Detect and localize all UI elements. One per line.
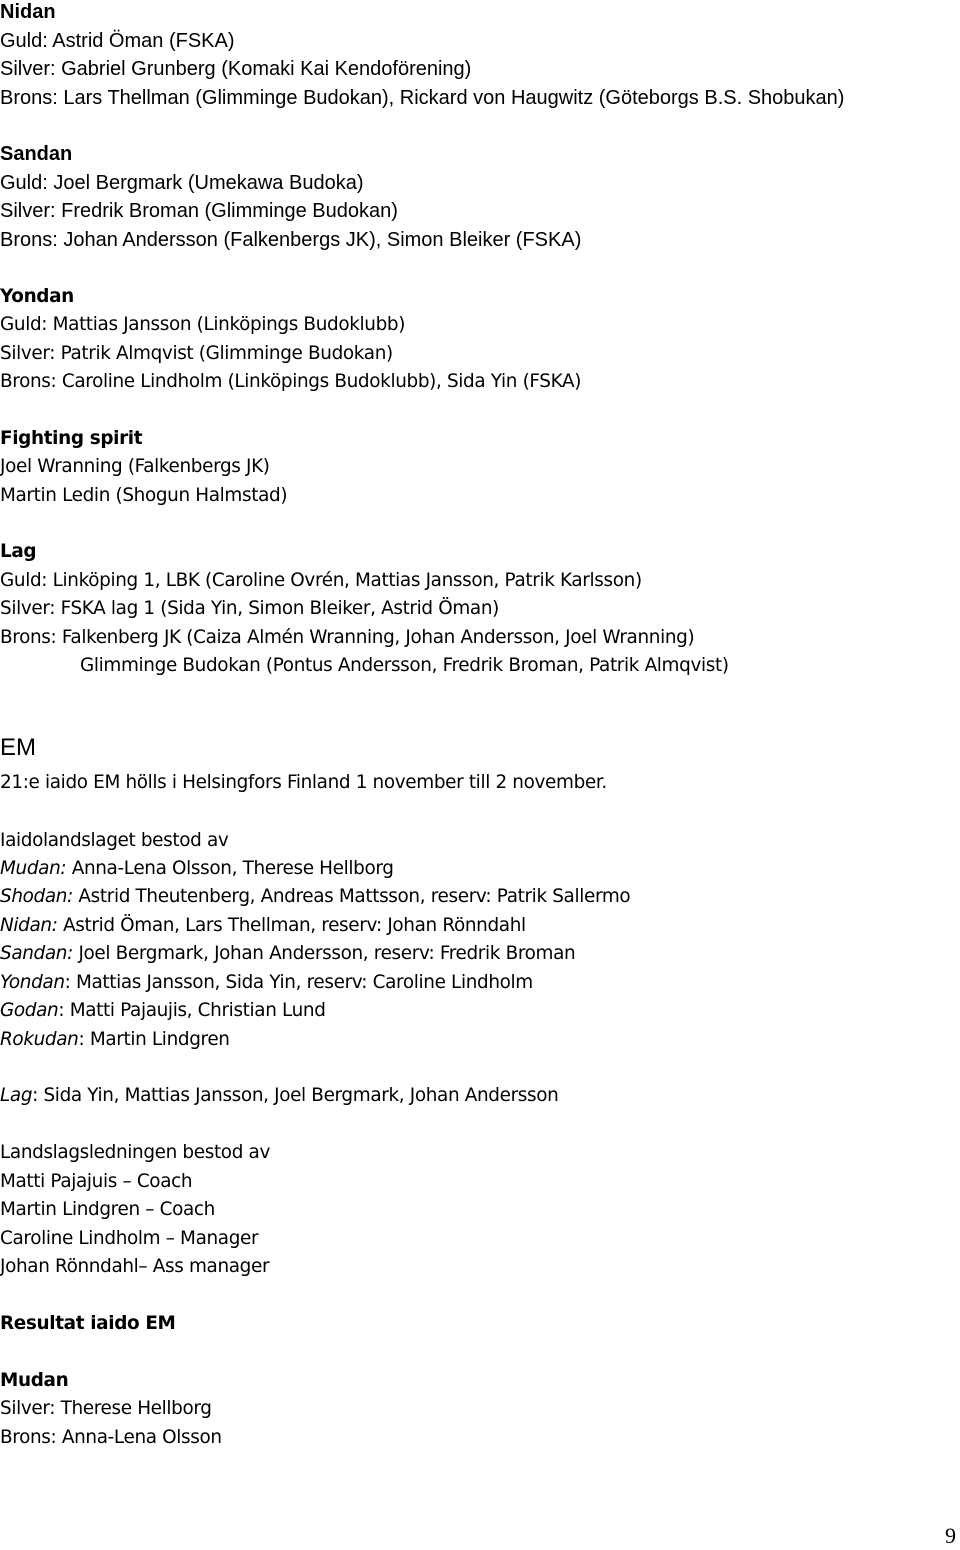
lag-brons: Brons: Falkenberg JK (Caiza Almén Wranning, Johan Andersson, Joel Wranning): [0, 627, 695, 648]
yondan-silver: Silver: Patrik Almqvist (Glimminge Budokan): [0, 343, 393, 364]
sandan-brons: Brons: Johan Andersson (Falkenbergs JK), Simon Bleiker (FSKA): [0, 229, 582, 251]
leader-row: Matti Pajajuis – Coach: [0, 1171, 193, 1192]
team-row: [0, 940, 575, 968]
team-row: [0, 883, 630, 911]
team-names: Anna-Lena Olsson, Therese Hellborg: [66, 858, 394, 879]
team-grade: Rokudan: [0, 1029, 79, 1050]
team-grade: Yondan: [0, 972, 65, 993]
sandan-heading: Sandan: [0, 143, 73, 165]
leaders-heading: Landslagsledningen bestod av: [0, 1142, 270, 1163]
lag-brons-second: Glimminge Budokan (Pontus Andersson, Fredrik Broman, Patrik Almqvist): [80, 655, 729, 676]
team-row: [0, 1026, 230, 1054]
leader-row: Martin Lindgren – Coach: [0, 1199, 215, 1220]
team-names: : Matti Pajaujis, Christian Lund: [58, 1000, 326, 1021]
team-names: : Mattias Jansson, Sida Yin, reserv: Caroline Lindholm: [64, 972, 533, 993]
team-names: : Martin Lindgren: [78, 1029, 230, 1050]
fighting-spirit-entry: Joel Wranning (Falkenbergs JK): [0, 456, 270, 477]
team-names: Joel Bergmark, Johan Andersson, reserv: Fredrik Broman: [72, 943, 576, 964]
team-names: Astrid Theutenberg, Andreas Mattsson, reserv: Patrik Sallermo: [72, 886, 631, 907]
yondan-brons: Brons: Caroline Lindholm (Linköpings Budoklubb), Sida Yin (FSKA): [0, 371, 582, 392]
fighting-spirit-heading: Fighting spirit: [0, 428, 143, 449]
em-intro: 21:e iaido EM hölls i Helsingfors Finland 1 november till 2 november.: [0, 772, 607, 793]
results-mudan-brons: Brons: Anna-Lena Olsson: [0, 1427, 222, 1448]
nidan-heading: Nidan: [0, 1, 56, 23]
team-heading: Iaidolandslaget bestod av: [0, 830, 229, 851]
team-grade: Mudan:: [0, 858, 67, 879]
results-heading: Resultat iaido EM: [0, 1313, 176, 1334]
team-names: Astrid Öman, Lars Thellman, reserv: Johan Rönndahl: [57, 915, 526, 936]
team-grade: Sandan:: [0, 943, 73, 964]
team-lag-row: [0, 1082, 558, 1110]
sandan-silver: Silver: Fredrik Broman (Glimminge Budokan): [0, 200, 398, 222]
sandan-guld: Guld: Joel Bergmark (Umekawa Budoka): [0, 172, 364, 194]
lag-silver: Silver: FSKA lag 1 (Sida Yin, Simon Bleiker, Astrid Öman): [0, 598, 499, 619]
results-mudan-silver: Silver: Therese Hellborg: [0, 1398, 212, 1419]
lag-guld: Guld: Linköping 1, LBK (Caroline Ovrén, Mattias Jansson, Patrik Karlsson): [0, 570, 642, 591]
em-heading: EM: [0, 734, 36, 761]
team-grade: Nidan:: [0, 915, 58, 936]
team-row: [0, 855, 394, 883]
team-grade: Godan: [0, 1000, 59, 1021]
lag-heading: Lag: [0, 541, 37, 562]
team-lag-label: Lag: [0, 1085, 33, 1106]
team-row: [0, 969, 533, 997]
yondan-heading: Yondan: [0, 286, 74, 307]
yondan-guld: Guld: Mattias Jansson (Linköpings Budoklubb): [0, 314, 406, 335]
team-grade: Shodan:: [0, 886, 73, 907]
results-mudan-heading: Mudan: [0, 1370, 69, 1391]
nidan-brons: Brons: Lars Thellman (Glimminge Budokan), Rickard von Haugwitz (Göteborgs B.S. Shobukan): [0, 87, 845, 109]
fighting-spirit-entry: Martin Ledin (Shogun Halmstad): [0, 485, 288, 506]
leader-row: Johan Rönndahl– Ass manager: [0, 1256, 270, 1277]
nidan-guld: Guld: Astrid Öman (FSKA): [0, 30, 235, 52]
leader-row: Caroline Lindholm – Manager: [0, 1228, 259, 1249]
nidan-silver: Silver: Gabriel Grunberg (Komaki Kai Kendoförening): [0, 58, 472, 80]
team-row: [0, 997, 326, 1025]
page-number: 9: [945, 1523, 956, 1548]
team-row: [0, 912, 526, 940]
team-lag-names: : Sida Yin, Mattias Jansson, Joel Bergmark, Johan Andersson: [32, 1085, 559, 1106]
